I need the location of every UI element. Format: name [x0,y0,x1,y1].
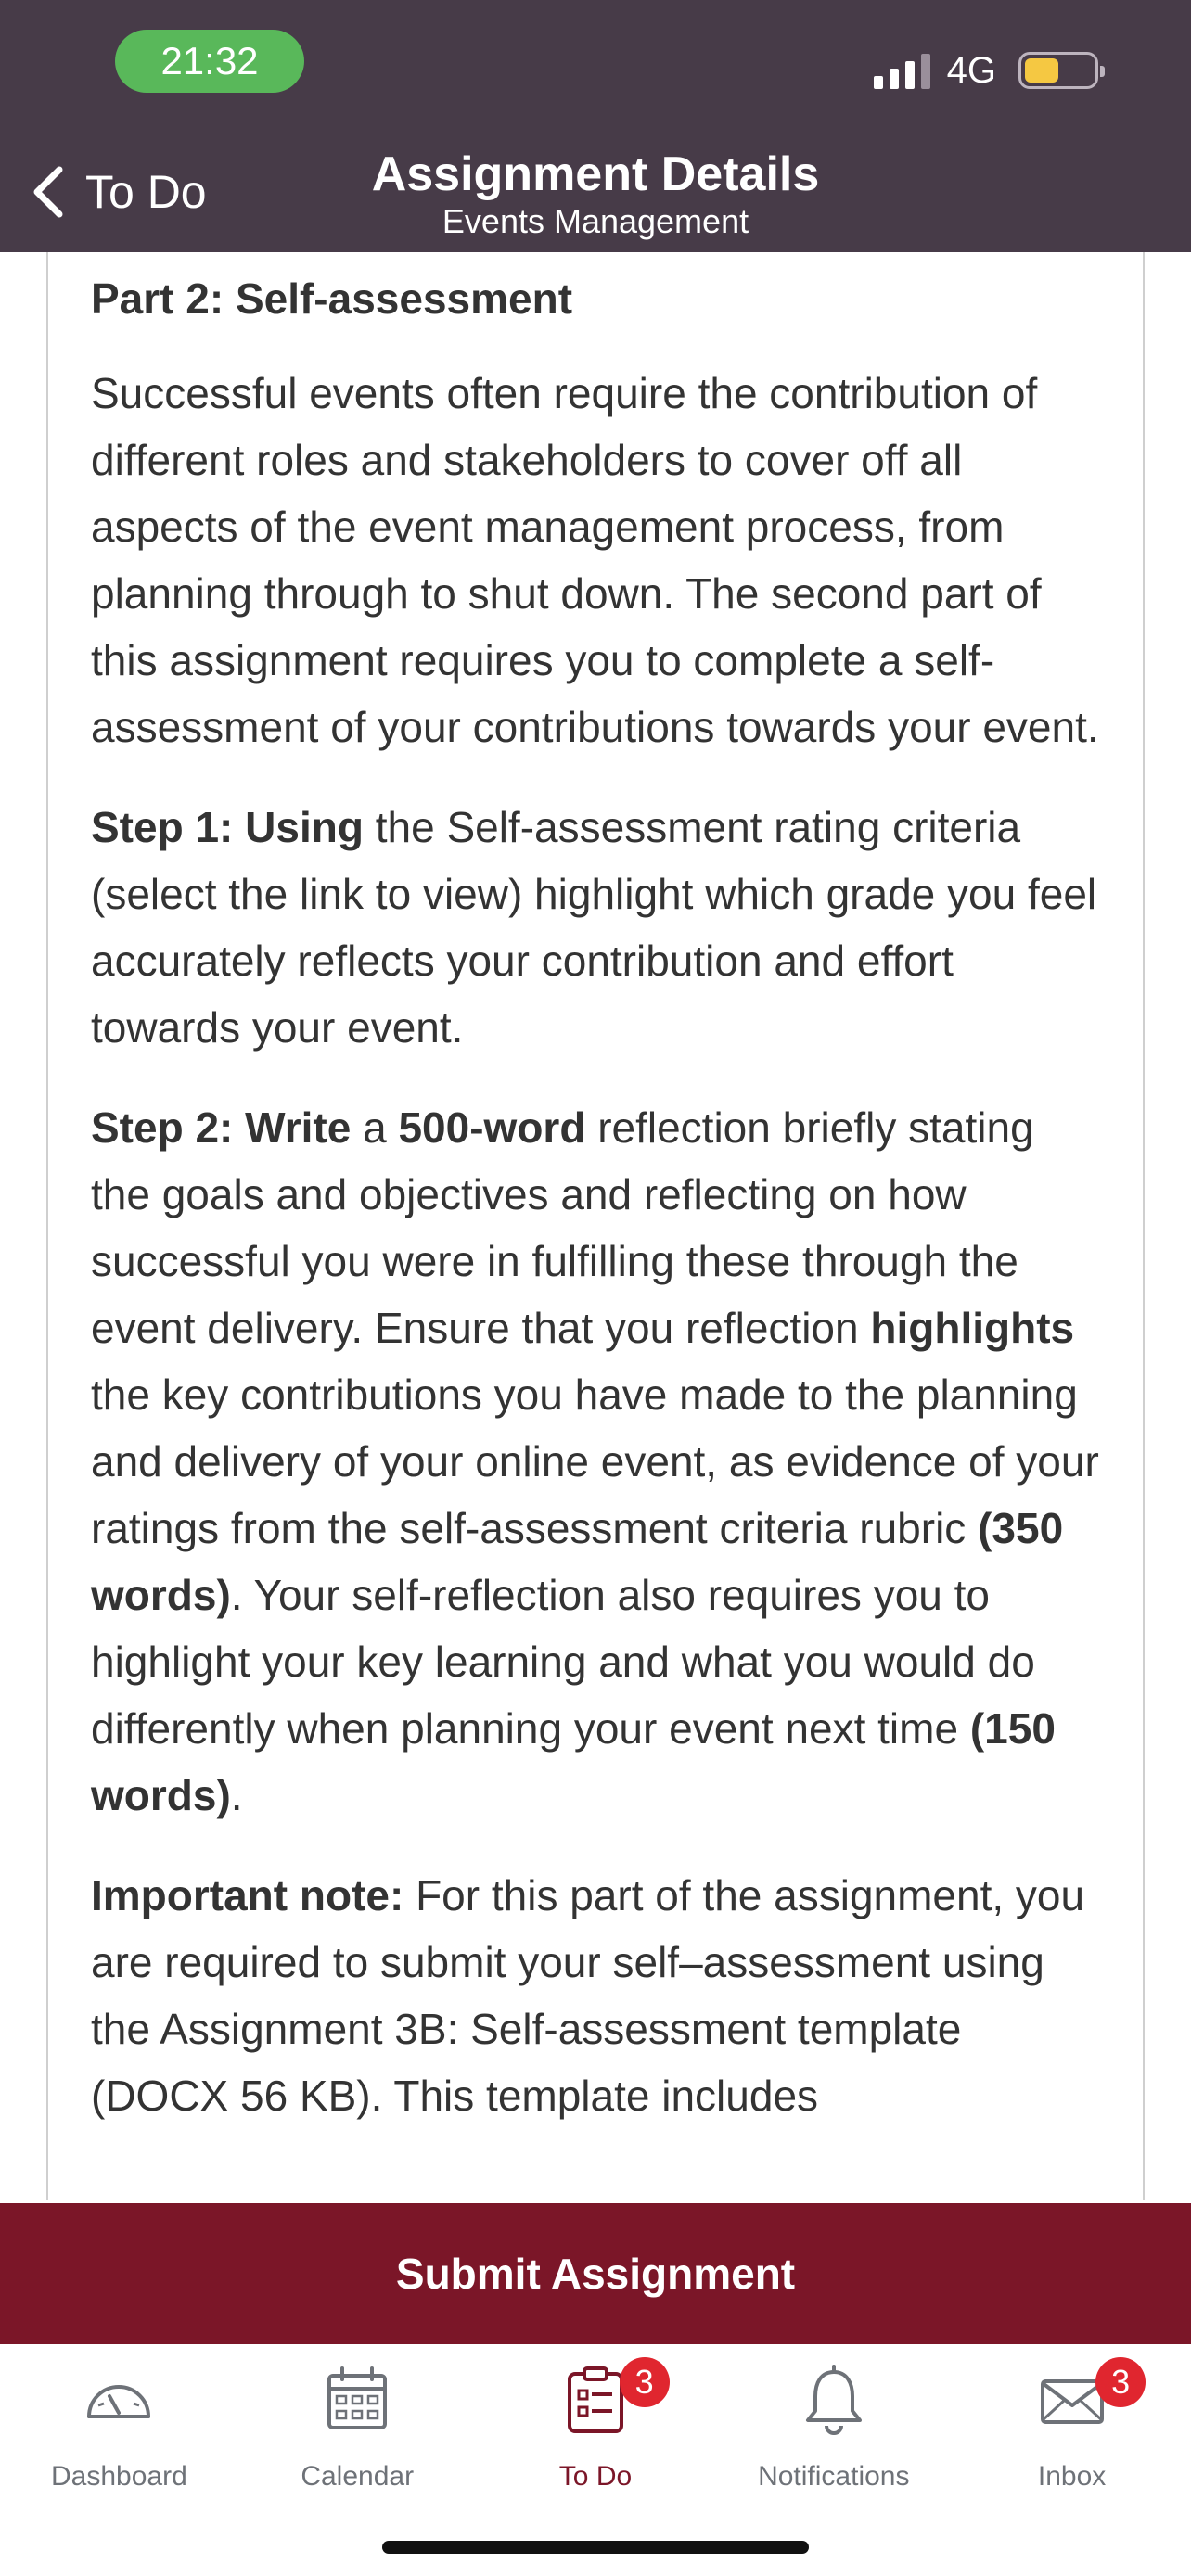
inbox-badge: 3 [1095,2357,1146,2407]
tab-label: Inbox [1037,2461,1107,2492]
bell-icon [797,2363,871,2437]
battery-icon [1018,52,1098,89]
tab-dashboard[interactable] [0,2344,238,2576]
step2-bold: Step 2: Write [91,1103,352,1152]
section-heading: Part 2: Self-assessment [91,274,573,323]
step1-bold: Step 1: Using [91,803,364,851]
step2-bold: highlights [870,1304,1075,1352]
tab-label: Dashboard [51,2461,187,2492]
step2-bold: (350 words) [91,1504,1064,1619]
step1-paragraph [91,794,1102,1061]
tab-inbox[interactable] [953,2344,1191,2576]
note-text: For this part of the assignment, you are required to submit your self–assessment using the Assignment 3B: Self-assessment template (DOCX 56 KB). This template includes [91,1871,1085,2120]
submit-assignment-button[interactable]: Submit Assignment [0,2203,1191,2344]
network-type: 4G [946,49,996,91]
step2-paragraph [91,1094,1102,1829]
step2-text: . [230,1771,243,1819]
page-subtitle: Events Management [442,202,749,240]
step2-bold: (150 words) [91,1704,1056,1819]
step2-text: reflection briefly stating the goals and objectives and reflecting on how successful you were in fulfilling these through the event delivery. Ensure that you reflection [91,1103,1034,1352]
dashboard-icon [82,2363,156,2437]
status-time: 21:32 [115,30,304,93]
todo-badge: 3 [620,2357,670,2407]
step1-text: the Self-assessment rating criteria (select the link to view) highlight which grade you feel accurately reflects your contribution and effort towards your event. [91,803,1097,1052]
step2-text: the key contributions you have made to the planning and delivery of your online event, as evidence of your ratings from the self-assessment criteria rubric [91,1371,1099,1552]
tab-label: Calendar [301,2461,415,2492]
header [0,0,1191,252]
page-title: Assignment Details [371,147,820,201]
intro-paragraph: Successful events often require the contribution of different roles and stakeholders to cover off all aspects of the event management process, from planning through to shut down. The second part of this assignment requires you to complete a self-assessment of your contributions towards your event. [91,369,1099,751]
back-label: To Do [85,166,207,218]
step2-text: . Your self-reflection also requires you to highlight your key learning and what you would do differently when planning your event next time [91,1571,1035,1753]
tab-label: To Do [558,2461,633,2492]
step2-bold: 500-word [398,1103,586,1152]
tab-label: Notifications [758,2461,910,2492]
assignment-content[interactable] [46,252,1145,2200]
step2-text: a [351,1103,399,1152]
signal-icon [874,52,930,89]
home-indicator[interactable] [382,2541,809,2554]
calendar-icon [320,2363,394,2437]
status-indicators [874,48,1098,93]
note-paragraph [91,1862,1102,2129]
note-bold: Important note: [91,1871,404,1919]
